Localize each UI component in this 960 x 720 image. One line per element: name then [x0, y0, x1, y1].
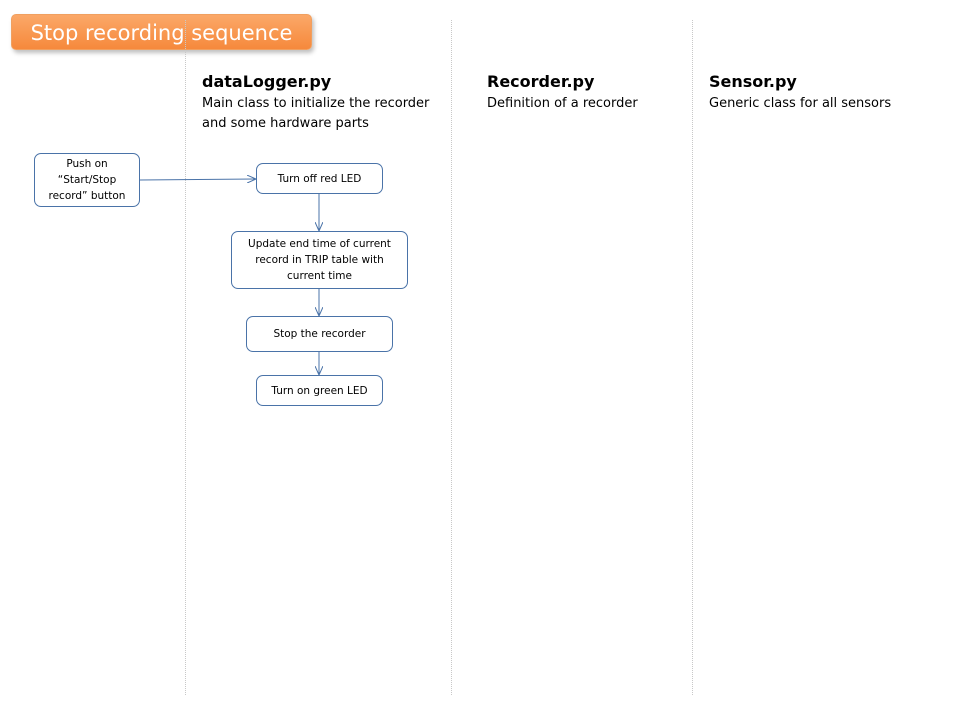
lane-desc-recorder: Definition of a recorder	[487, 96, 638, 111]
node-push-start-stop	[34, 153, 140, 207]
lane-desc-sensor: Generic class for all sensors	[709, 96, 892, 111]
node-label: Turn on green LED	[271, 384, 368, 397]
lane-title-datalogger: dataLogger.py	[202, 72, 332, 91]
arrow-push-to-red	[140, 179, 256, 180]
node-label: Push on “Start/Stop record” button	[48, 158, 126, 202]
node-update-end-time	[231, 231, 408, 289]
lane-desc-datalogger: Main class to initialize the recorder and some hardware parts	[202, 96, 430, 131]
diagram-title: Stop recording sequence	[11, 14, 312, 50]
node-label: Turn off red LED	[277, 172, 362, 185]
node-turn-off-red-led	[256, 163, 383, 194]
node-stop-recorder	[246, 316, 393, 352]
lane-title-recorder: Recorder.py	[487, 72, 595, 91]
node-turn-on-green-led	[256, 375, 383, 406]
node-label: Update end time of current record in TRIP table with current time	[248, 238, 391, 282]
lane-title-sensor: Sensor.py	[709, 72, 797, 91]
node-label: Stop the recorder	[273, 328, 366, 340]
